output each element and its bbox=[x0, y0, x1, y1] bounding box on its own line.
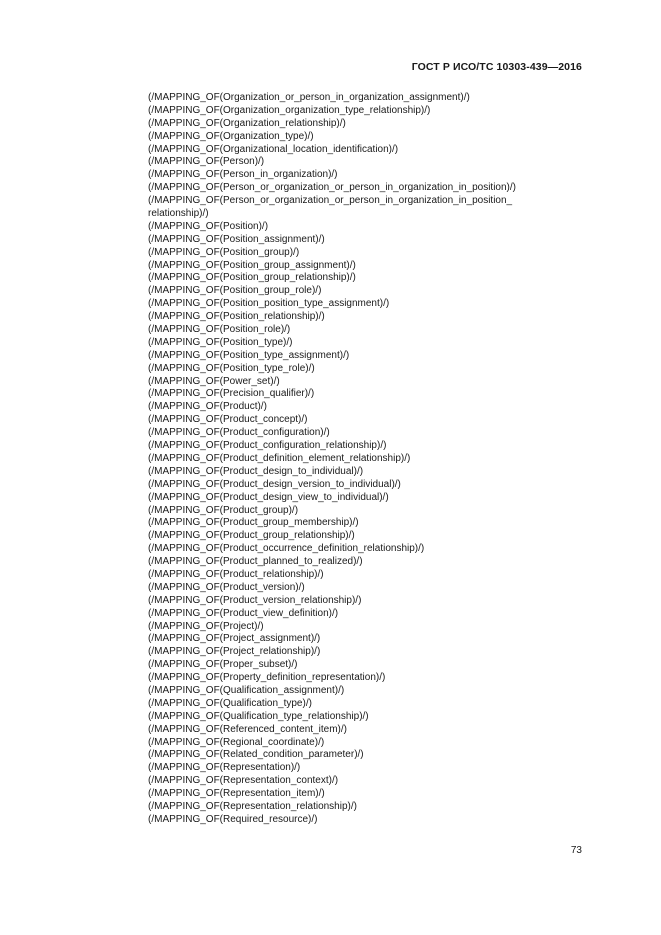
mapping-line: (/MAPPING_OF(Referenced_content_item)/) bbox=[148, 723, 347, 735]
mapping-line: relationship)/) bbox=[148, 208, 209, 220]
mapping-line: (/MAPPING_OF(Product_concept)/) bbox=[148, 414, 308, 426]
mapping-line: (/MAPPING_OF(Person)/) bbox=[148, 156, 265, 168]
mapping-line: (/MAPPING_OF(Project_assignment)/) bbox=[148, 633, 321, 645]
mapping-line: (/MAPPING_OF(Person_or_organization_or_person_in_organization_in_position_ bbox=[148, 195, 513, 207]
mapping-line: (/MAPPING_OF(Product_occurrence_definition_relationship)/) bbox=[148, 543, 425, 555]
mapping-line: (/MAPPING_OF(Position_relationship)/) bbox=[148, 311, 325, 323]
mapping-line: (/MAPPING_OF(Organization_or_person_in_organization_assignment)/) bbox=[148, 92, 470, 103]
mapping-line: (/MAPPING_OF(Power_set)/) bbox=[148, 375, 280, 387]
mapping-line: (/MAPPING_OF(Product_group_relationship)/) bbox=[148, 530, 355, 542]
mapping-line: (/MAPPING_OF(Representation_item)/) bbox=[148, 788, 325, 800]
mapping-line: (/MAPPING_OF(Person_or_organization_or_person_in_organization_in_position)/) bbox=[148, 182, 516, 194]
mapping-line: (/MAPPING_OF(Regional_coordinate)/) bbox=[148, 736, 325, 748]
mapping-line: (/MAPPING_OF(Product_configuration_relationship)/) bbox=[148, 440, 387, 452]
mapping-line: (/MAPPING_OF(Position_type_role)/) bbox=[148, 362, 315, 374]
mapping-line: (/MAPPING_OF(Position_role)/) bbox=[148, 324, 291, 336]
page-header-standard-id: ГОСТ Р ИСО/ТС 10303-439—2016 bbox=[411, 61, 582, 73]
mapping-line: (/MAPPING_OF(Position_type_assignment)/) bbox=[148, 349, 350, 361]
mapping-line: (/MAPPING_OF(Qualification_type_relationship)/) bbox=[148, 710, 369, 722]
mapping-line: (/MAPPING_OF(Position_position_type_assignment)/) bbox=[148, 298, 390, 310]
mapping-line: (/MAPPING_OF(Position_type)/) bbox=[148, 336, 293, 348]
mapping-line: (/MAPPING_OF(Position_group)/) bbox=[148, 246, 300, 258]
mapping-line: (/MAPPING_OF(Product_planned_to_realized)/) bbox=[148, 556, 363, 568]
mapping-line: (/MAPPING_OF(Required_resource)/) bbox=[148, 813, 318, 825]
mapping-line: (/MAPPING_OF(Product)/) bbox=[148, 401, 267, 413]
mapping-line: (/MAPPING_OF(Organization_relationship)/) bbox=[148, 117, 346, 129]
mapping-line: (/MAPPING_OF(Qualification_type)/) bbox=[148, 697, 312, 709]
mapping-line: (/MAPPING_OF(Product_design_view_to_individual)/) bbox=[148, 491, 389, 503]
mapping-line: (/MAPPING_OF(Product_configuration)/) bbox=[148, 427, 330, 439]
mapping-line: (/MAPPING_OF(Representation_context)/) bbox=[148, 775, 339, 787]
mapping-line: (/MAPPING_OF(Product_version)/) bbox=[148, 581, 305, 593]
mapping-line: (/MAPPING_OF(Product_group)/) bbox=[148, 504, 299, 516]
mapping-line: (/MAPPING_OF(Product_design_version_to_individual)/) bbox=[148, 478, 401, 490]
mapping-line: (/MAPPING_OF(Position_group_assignment)/) bbox=[148, 259, 356, 271]
mapping-line: (/MAPPING_OF(Product_design_to_individual)/) bbox=[148, 465, 364, 477]
mapping-line: (/MAPPING_OF(Project)/) bbox=[148, 620, 264, 632]
mapping-line: (/MAPPING_OF(Organization_organization_type_relationship)/) bbox=[148, 104, 431, 116]
mapping-line: (/MAPPING_OF(Position_group_role)/) bbox=[148, 285, 322, 297]
mapping-line: (/MAPPING_OF(Person_in_organization)/) bbox=[148, 169, 338, 181]
mapping-line: (/MAPPING_OF(Qualification_assignment)/) bbox=[148, 684, 345, 696]
mapping-line: (/MAPPING_OF(Position_group_relationship)/) bbox=[148, 272, 356, 284]
mapping-line: (/MAPPING_OF(Product_version_relationship)/) bbox=[148, 594, 362, 606]
mapping-line: (/MAPPING_OF(Position_assignment)/) bbox=[148, 233, 325, 245]
mapping-line: (/MAPPING_OF(Precision_qualifier)/) bbox=[148, 388, 315, 400]
mapping-line: (/MAPPING_OF(Related_condition_parameter)/) bbox=[148, 749, 364, 761]
mapping-line: (/MAPPING_OF(Organizational_location_identification)/) bbox=[148, 143, 399, 155]
mapping-line: (/MAPPING_OF(Project_relationship)/) bbox=[148, 646, 321, 658]
mapping-line: (/MAPPING_OF(Representation)/) bbox=[148, 762, 301, 774]
mapping-line: (/MAPPING_OF(Representation_relationship)/) bbox=[148, 800, 357, 812]
mapping-line: (/MAPPING_OF(Position)/) bbox=[148, 220, 269, 232]
mapping-line: (/MAPPING_OF(Property_definition_representation)/) bbox=[148, 672, 386, 684]
mapping-line: (/MAPPING_OF(Product_view_definition)/) bbox=[148, 607, 339, 619]
mapping-line: (/MAPPING_OF(Product_group_membership)/) bbox=[148, 517, 359, 529]
mapping-line: (/MAPPING_OF(Product_definition_element_relationship)/) bbox=[148, 452, 411, 464]
mapping-line: (/MAPPING_OF(Product_relationship)/) bbox=[148, 568, 324, 580]
mapping-line: (/MAPPING_OF(Proper_subset)/) bbox=[148, 659, 298, 671]
mapping-line: (/MAPPING_OF(Organization_type)/) bbox=[148, 130, 314, 142]
page-number: 73 bbox=[570, 845, 582, 856]
mapping-list bbox=[148, 92, 582, 827]
